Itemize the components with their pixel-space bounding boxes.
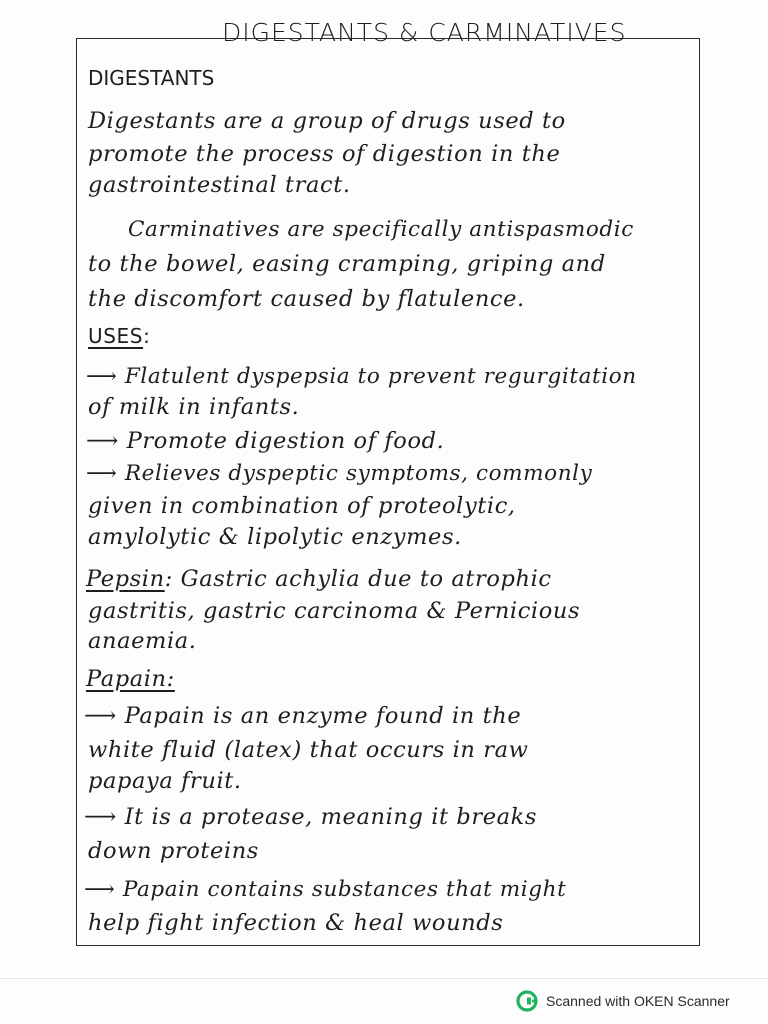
- intro-line-3: gastrointestinal tract.: [88, 172, 351, 198]
- carminatives-line-1: Carminatives are specifically antispasmodic: [128, 217, 634, 242]
- uses-heading: [88, 324, 150, 348]
- uses-item-3-line-2: given in combination of proteolytic,: [88, 493, 516, 519]
- papain-item-1-line-2: white fluid (latex) that occurs in raw: [88, 737, 529, 763]
- papain-label: Papain:: [86, 666, 175, 692]
- arrow-icon: ⟶: [86, 428, 119, 454]
- papain-item-3-line-2: help fight infection & heal wounds: [88, 910, 504, 936]
- uses-item-3-line-1: ⟶ Relieves dyspeptic symptoms, commonly: [86, 461, 593, 486]
- pepsin-label: Pepsin: [86, 566, 165, 592]
- scanner-watermark-text: Scanned with OKEN Scanner: [546, 993, 730, 1009]
- papain-item-2-line-2: down proteins: [88, 838, 259, 864]
- page-title: DIGESTANTS & CARMINATIVES: [222, 18, 627, 47]
- pepsin-line-3: anaemia.: [88, 628, 197, 654]
- uses-colon: :: [143, 324, 151, 348]
- arrow-icon: ⟶: [84, 804, 117, 830]
- uses-item-2-line-1: ⟶ Promote digestion of food.: [86, 428, 445, 454]
- arrow-icon: ⟶: [84, 703, 117, 729]
- papain-item-2-line-1: ⟶ It is a protease, meaning it breaks: [84, 804, 538, 830]
- papain-item-1-line-3: papaya fruit.: [88, 768, 242, 794]
- carminatives-line-3: the discomfort caused by flatulence.: [88, 286, 525, 312]
- scanner-watermark: [516, 990, 730, 1012]
- intro-line-2: promote the process of digestion in the: [88, 141, 561, 167]
- uses-item-1-line-1: ⟶ Flatulent dyspepsia to prevent regurgitation: [86, 364, 637, 389]
- arrow-icon: ⟶: [86, 364, 118, 389]
- papain-heading: [86, 666, 175, 692]
- pepsin-line-2: gastritis, gastric carcinoma & Pernicious: [88, 598, 581, 624]
- carminatives-line-2: to the bowel, easing cramping, griping and: [88, 251, 606, 277]
- uses-item-1-line-2: of milk in infants.: [88, 394, 300, 420]
- oken-logo-icon: [516, 990, 538, 1012]
- arrow-icon: ⟶: [86, 461, 118, 486]
- papain-item-1-line-1: ⟶ Papain is an enzyme found in the: [84, 703, 522, 729]
- intro-line-1: Digestants are a group of drugs used to: [88, 108, 566, 134]
- uses-label: USES: [88, 324, 144, 348]
- pepsin-line-1: Pepsin: Gastric achylia due to atrophic: [86, 566, 552, 592]
- section-heading-digestants: DIGESTANTS: [88, 66, 215, 90]
- arrow-icon: ⟶: [84, 877, 116, 902]
- scan-edge-line: [0, 978, 768, 979]
- papain-item-3-line-1: ⟶ Papain contains substances that might: [84, 877, 567, 902]
- uses-item-3-line-3: amylolytic & lipolytic enzymes.: [88, 524, 462, 550]
